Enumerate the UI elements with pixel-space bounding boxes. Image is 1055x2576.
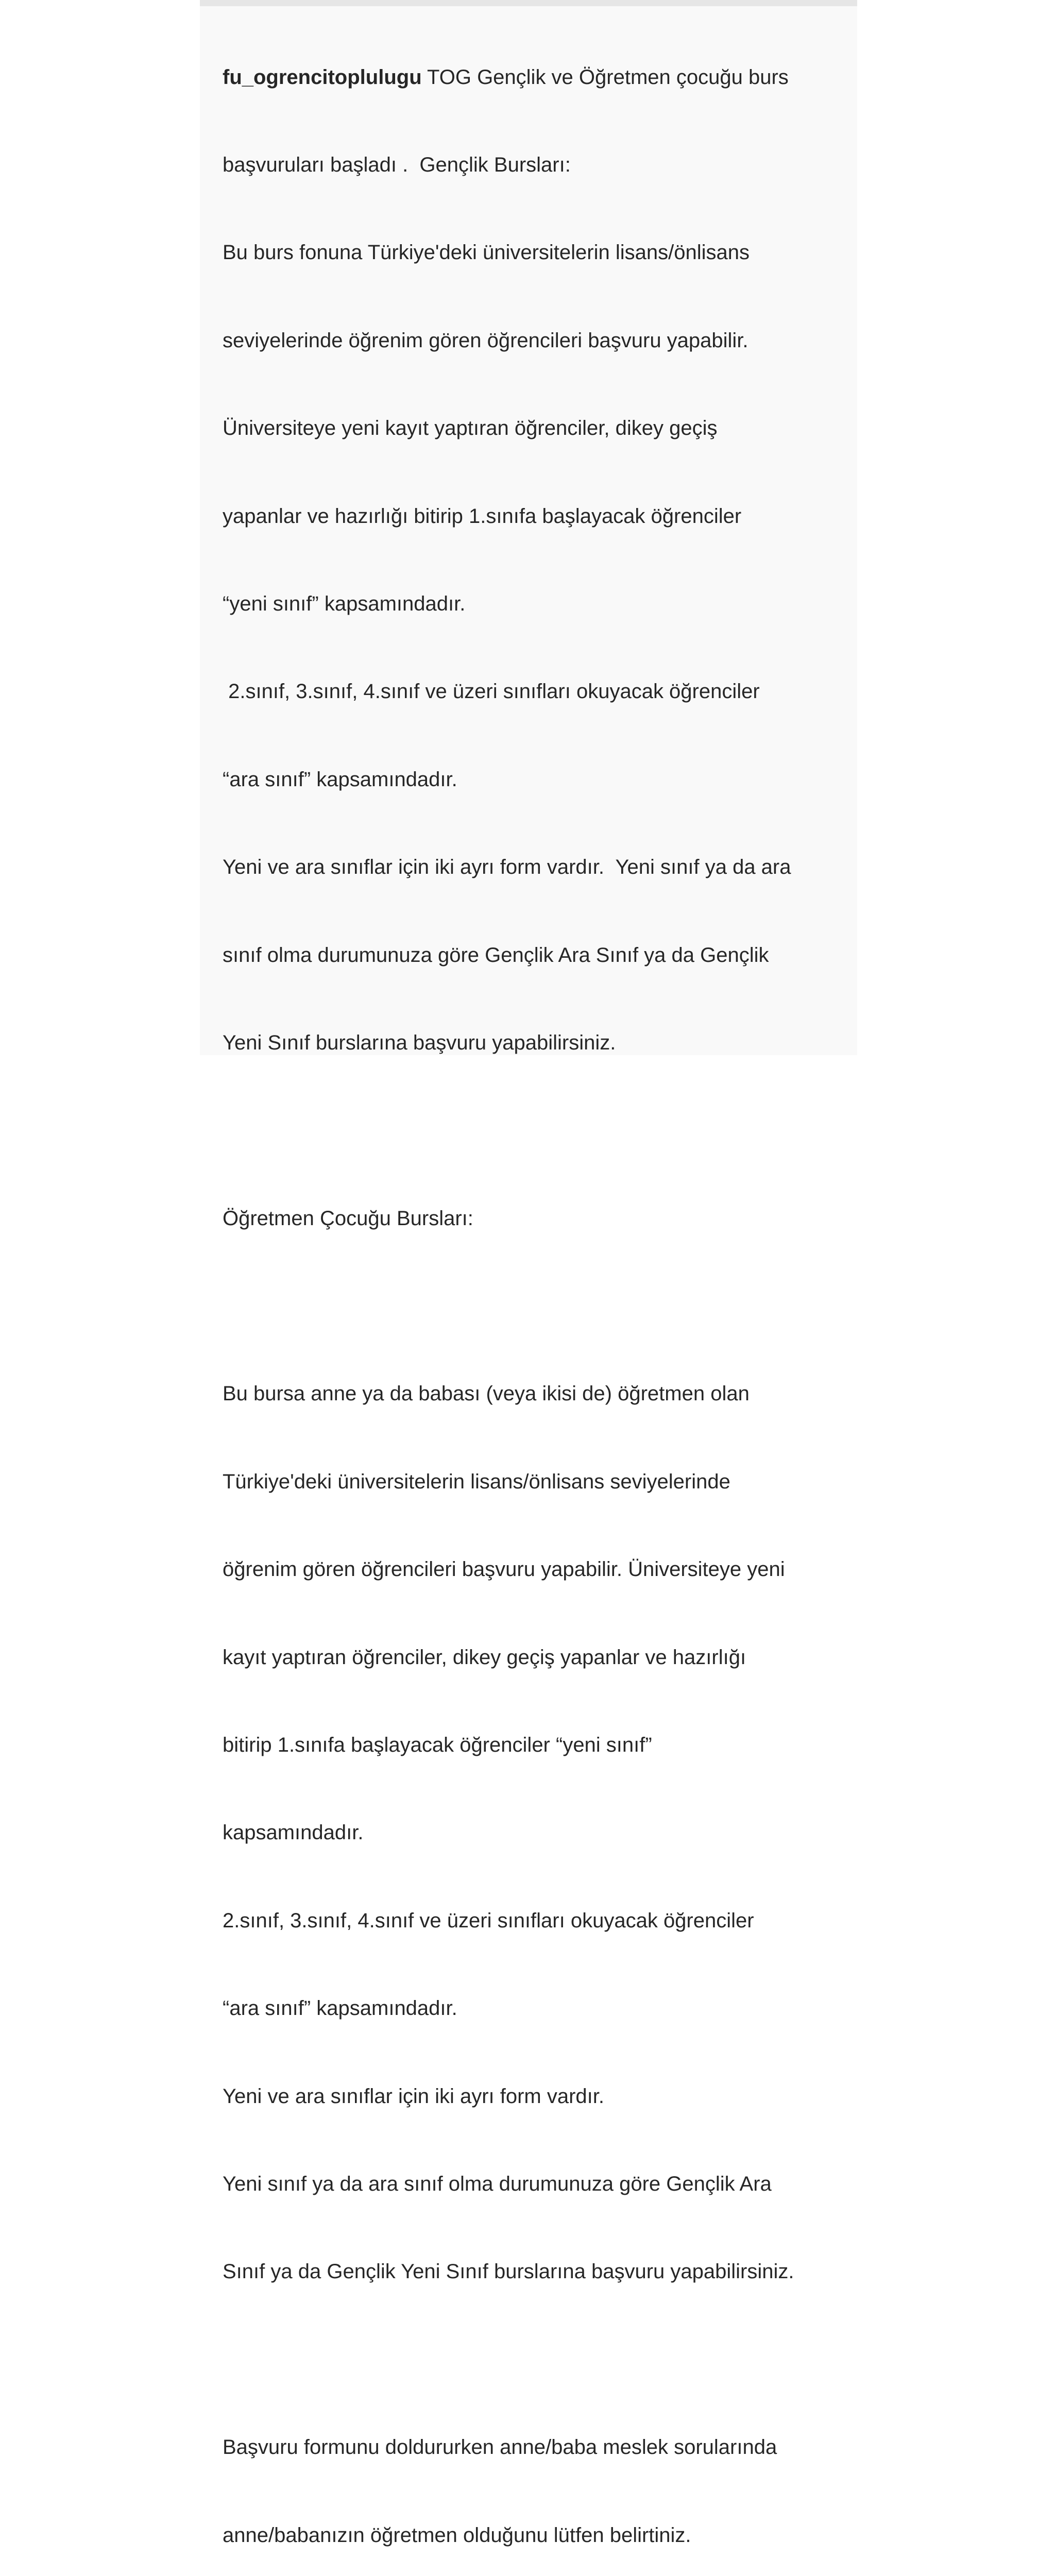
caption-line: Sınıf ya da Gençlik Yeni Sınıf burslarına başvuru yapabilirsiniz.: [223, 2260, 794, 2283]
caption-first-line: [223, 63, 861, 92]
caption-blank-line: [223, 1116, 861, 1145]
caption-line: Yeni Sınıf burslarına başvuru yapabilirsiniz.: [223, 1031, 616, 1054]
caption-line: “yeni sınıf” kapsamındadır.: [223, 592, 466, 615]
caption-line: 2.sınıf, 3.sınıf, 4.sınıf ve üzeri sınıfları okuyacak öğrenciler: [223, 680, 760, 703]
caption-blank-line: [223, 1292, 861, 1321]
caption-line: kapsamındadır.: [223, 1821, 364, 1844]
caption-line: Yeni ve ara sınıflar için iki ayrı form vardır. Yeni sınıf ya da ara: [223, 856, 791, 879]
caption-line: Başvuru formunu doldururken anne/baba meslek sorularında: [223, 2436, 777, 2459]
username-link[interactable]: fu_ogrencitoplulugu: [223, 65, 422, 89]
caption-line: TOG Gençlik ve Öğretmen çocuğu burs: [421, 65, 789, 89]
caption-line: 2.sınıf, 3.sınıf, 4.sınıf ve üzeri sınıfları okuyacak öğrenciler: [223, 1909, 754, 1932]
caption-line: sınıf olma durumunuza göre Gençlik Ara Sınıf ya da Gençlik: [223, 943, 769, 967]
caption-line: öğrenim gören öğrencileri başvuru yapabilir. Üniversiteye yeni: [223, 1558, 785, 1581]
caption-line: “ara sınıf” kapsamındadır.: [223, 768, 457, 791]
caption-line: seviyelerinde öğrenim gören öğrencileri başvuru yapabilir.: [223, 329, 748, 352]
caption-line: “ara sınıf” kapsamındadır.: [223, 1997, 457, 2020]
caption-line: Öğretmen Çocuğu Bursları:: [223, 1207, 473, 1230]
caption-line: bitirip 1.sınıfa başlayacak öğrenciler “yeni sınıf”: [223, 1734, 652, 1757]
caption-line: anne/babanızın öğretmen olduğunu lütfen belirtiniz.: [223, 2523, 691, 2547]
caption-line: Üniversiteye yeni kayıt yaptıran öğrenciler, dikey geçiş: [223, 417, 718, 440]
post-caption: [223, 4, 861, 2576]
caption-line: Bu burs fonuna Türkiye'deki üniversitelerin lisans/önlisans: [223, 241, 750, 264]
caption-line: Yeni ve ara sınıflar için iki ayrı form vardır.: [223, 2084, 605, 2108]
caption-line: başvuruları başladı . Gençlik Bursları:: [223, 153, 571, 176]
caption-line: Bu bursa anne ya da babası (veya ikisi de) öğretmen olan: [223, 1382, 750, 1405]
caption-line: Yeni sınıf ya da ara sınıf olma durumunuza göre Gençlik Ara: [223, 2172, 772, 2195]
caption-line: Türkiye'deki üniversitelerin lisans/önlisans seviyelerinde: [223, 1470, 730, 1493]
caption-blank-line: [223, 2345, 861, 2375]
caption-line: yapanlar ve hazırlığı bitirip 1.sınıfa başlayacak öğrenciler: [223, 504, 742, 528]
caption-line: kayıt yaptıran öğrenciler, dikey geçiş yapanlar ve hazırlığı: [223, 1646, 746, 1669]
